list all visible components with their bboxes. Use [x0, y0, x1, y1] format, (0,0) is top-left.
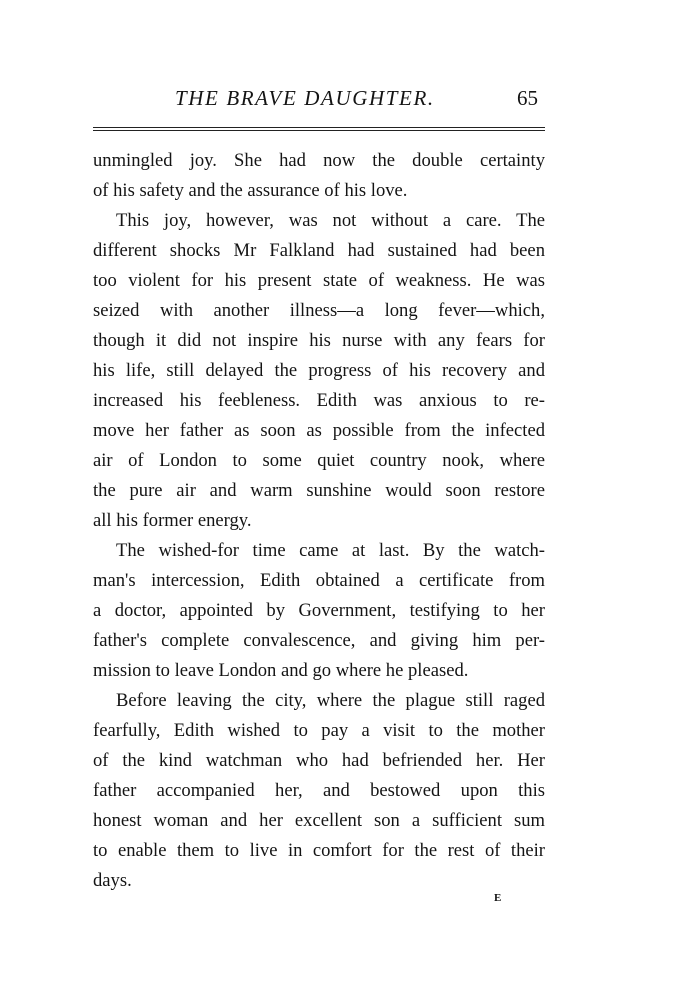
text-line: man's intercession, Edith obtained a certificate from — [93, 570, 545, 591]
text-line: father accompanied her, and bestowed upon this — [93, 780, 545, 801]
text-line: Before leaving the city, where the plague still raged — [116, 690, 545, 711]
text-line: mission to leave London and go where he pleased. — [93, 660, 469, 681]
text-line: of the kind watchman who had befriended her. Her — [93, 750, 545, 771]
text-line: air of London to some quiet country nook, where — [93, 450, 545, 471]
body-text — [93, 146, 545, 896]
page-number: 65 — [517, 86, 538, 110]
text-line: a doctor, appointed by Government, testifying to her — [93, 600, 545, 621]
paragraph — [93, 536, 545, 686]
text-line: honest woman and her excellent son a sufficient sum — [93, 810, 545, 831]
text-line: This joy, however, was not without a care. The — [116, 210, 545, 231]
text-line: though it did not inspire his nurse with any fears for — [93, 330, 545, 351]
text-line: all his former energy. — [93, 510, 252, 531]
text-line: move her father as soon as possible from the infected — [93, 420, 545, 441]
text-line: increased his feebleness. Edith was anxious to re- — [93, 390, 545, 411]
text-line: seized with another illness—a long fever—which, — [93, 300, 545, 321]
text-line: to enable them to live in comfort for the rest of their — [93, 840, 545, 861]
text-line: different shocks Mr Falkland had sustained had been — [93, 240, 545, 261]
running-title: THE BRAVE DAUGHTER. — [175, 86, 435, 110]
text-line: days. — [93, 870, 132, 891]
header-rule-top — [93, 127, 545, 128]
text-line: of his safety and the assurance of his love. — [93, 180, 408, 201]
text-line: The wished-for time came at last. By the watch- — [116, 540, 545, 561]
paragraph — [93, 686, 545, 896]
text-line: his life, still delayed the progress of his recovery and — [93, 360, 545, 381]
text-line: unmingled joy. She had now the double certainty — [93, 150, 545, 171]
signature-mark: E — [494, 892, 502, 904]
text-line: father's complete convalescence, and giving him per- — [93, 630, 545, 651]
text-line: the pure air and warm sunshine would soon restore — [93, 480, 545, 501]
text-line: fearfully, Edith wished to pay a visit to the mother — [93, 720, 545, 741]
text-line: too violent for his present state of weakness. He was — [93, 270, 545, 291]
header-rule-bottom — [93, 130, 545, 131]
paragraph — [93, 206, 545, 536]
paragraph — [93, 146, 545, 206]
